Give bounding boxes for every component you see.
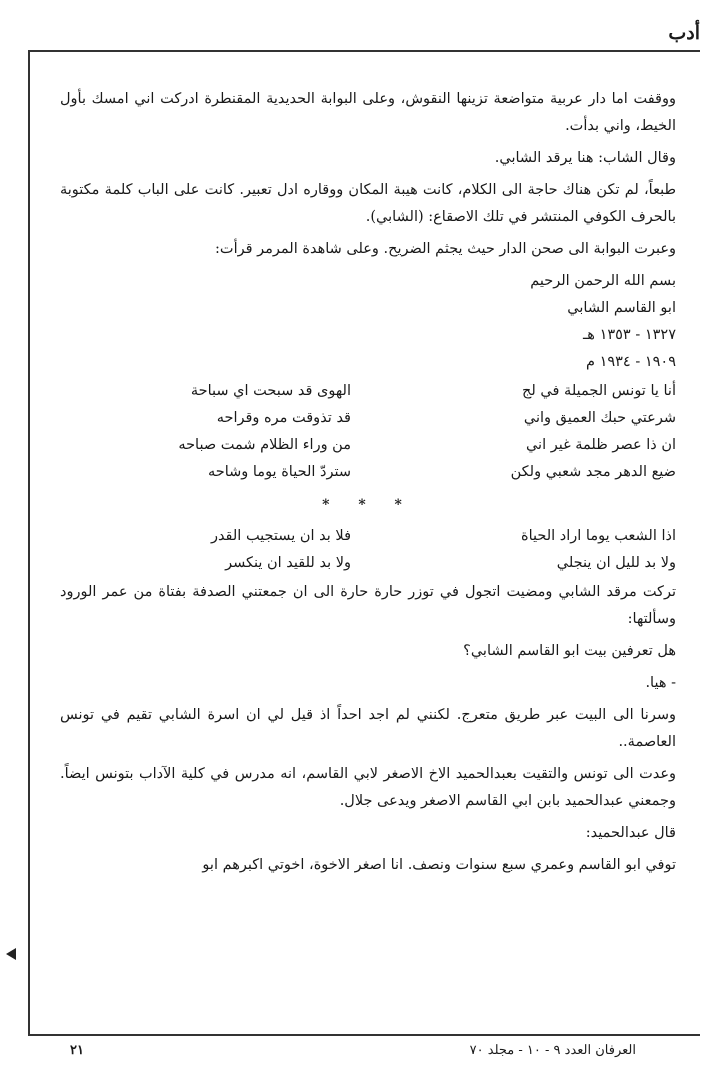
page-number: ٢١: [70, 1043, 84, 1058]
verse-hemistich: ستردّ الحياة يوما وشاحه: [207, 464, 351, 480]
inscription-line: ١٩٠٩ - ١٩٣٤ م: [585, 354, 676, 370]
paragraph: هل تعرفين بيت ابو القاسم الشابي؟: [463, 643, 676, 659]
top-rule: [28, 50, 700, 52]
section-separator: * * *: [322, 497, 414, 513]
paragraph: توفي ابو القاسم وعمري سبع سنوات ونصف. انا اصغر الاخوة، اخوتي اكبرهم ابو: [202, 857, 676, 873]
journal-citation: العرفان العدد ٩ - ١٠ - مجلد ٧٠: [469, 1043, 636, 1058]
paragraph: وعبرت البوابة الى صحن الدار حيث يجثم الضريح. وعلى شاهدة المرمر قرأت:: [215, 241, 676, 257]
verse-hemistich: ضيع الدهر مجد شعبي ولكن: [510, 464, 676, 480]
verse-hemistich: ولا بد لليل ان ينجلي: [556, 555, 676, 571]
verse-hemistich: ولا بد للقيد ان ينكسر: [225, 555, 351, 571]
page-footer: [28, 1040, 700, 1064]
paragraph: - هيا.: [645, 675, 676, 691]
paragraph: وسرنا الى البيت عبر طريق متعرج. لكنني لم اجد احداً اذ قيل لي ان اسرة الشابي تقيم في تونس العاصمة..: [60, 707, 676, 750]
verse-hemistich: قد تذوقت مره وقراحه: [216, 410, 351, 426]
verse-hemistich: شرعتي حبك العميق واني: [523, 410, 676, 426]
verse-hemistich: ان ذا عصر ظلمة غير اني: [525, 437, 676, 453]
article-body: [60, 86, 676, 884]
verse-hemistich: الهوى قد سبحت اي سباحة: [190, 383, 351, 399]
verse-hemistich: من وراء الظلام شمت صباحه: [178, 437, 351, 453]
paragraph: تركت مرقد الشابي ومضيت اتجول في توزر حارة حارة الى ان جمعتني الصدفة بفتاة من عمر الورود وسألتها:: [60, 584, 676, 627]
verse-hemistich: فلا بد ان يستجيب القدر: [210, 528, 351, 544]
paragraph: قال عبدالحميد:: [585, 825, 676, 841]
inscription-line: بسم الله الرحمن الرحيم: [530, 273, 676, 289]
verse-hemistich: أنا يا تونس الجميلة في لج: [522, 383, 676, 399]
section-title: أدب: [668, 22, 700, 44]
poem-stanza-1: [60, 378, 676, 486]
inscription-line: ١٣٢٧ - ١٣٥٣ هـ: [583, 327, 676, 343]
poem-stanza-2: [60, 523, 676, 577]
inscription-line: ابو القاسم الشابي: [567, 300, 676, 316]
left-pointer-icon: [6, 948, 16, 960]
left-rule: [28, 50, 30, 1034]
tomb-inscription: [60, 268, 676, 376]
bottom-rule: [28, 1034, 700, 1036]
paragraph: وعدت الى تونس والتقيت بعبدالحميد الاخ الاصغر لابي القاسم، انه مدرس في كلية الآداب بتونس ايضاً. وجمعني عبدالحميد بابن ابي القاسم الاصغر ويدعى جلال.: [60, 766, 676, 809]
paragraph: وقال الشاب: هنا يرقد الشابي.: [494, 150, 676, 166]
paragraph: ووقفت اما دار عربية متواضعة تزينها النقوش، وعلى البوابة الحديدية المقنطرة ادركت اني امسك بأول الخيط، واني بدأت.: [60, 91, 676, 134]
paragraph: طبعاً، لم تكن هناك حاجة الى الكلام، كانت هيبة المكان ووقاره ادل تعبير. كانت على الباب كلمة مكتوبة بالحرف الكوفي المنتشر في تلك الاصقاع: (الشابي).: [60, 182, 676, 225]
verse-hemistich: اذا الشعب يوما اراد الحياة: [521, 528, 676, 544]
